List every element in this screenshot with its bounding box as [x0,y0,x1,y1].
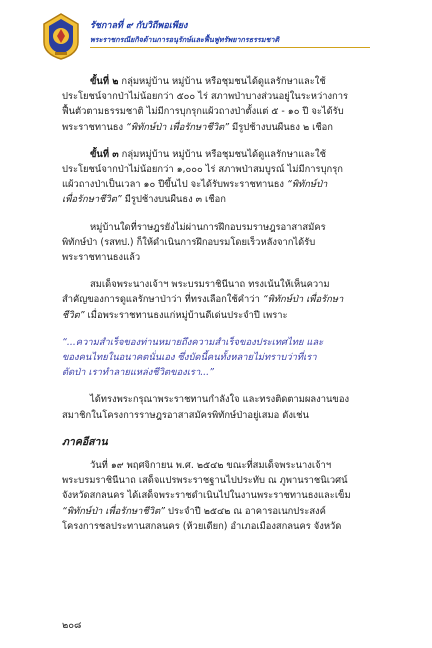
text-line: พระบรมราชินีนาถ เสด็จแปรพระราชฐานไปประทับ ณ ภูพานราชนิเวศน์ [62,475,348,487]
text-span: แผ้วถางป่าเป็นเวลา ๑๐ ปีขึ้นไป จะได้รับพระราชทานธง [62,179,287,191]
text-line [62,74,384,89]
step-label: ขั้นที่ ๓ [90,148,119,160]
step-label: ขั้นที่ ๒ [90,76,119,87]
text-line [62,147,384,162]
text-line [62,192,384,207]
header-text [90,20,370,48]
header-subtitle: พระราชกรณียกิจด้านการอนุรักษ์และฟื้นฟูทรัพยากรธรรมชาติ [90,34,370,48]
text-line: ประโยชน์จากป่าไม่น้อยกว่า ๑,๐๐๐ ไร่ สภาพป่าสมบูรณ์ ไม่มีการบุกรุก [62,164,343,176]
paragraph-step-3 [62,147,384,208]
text-line: พิทักษ์ป่า (รสทป.) ก็ให้ดำเนินการฝึกอบรมโดยเร็วหลังจากได้รับ [62,236,316,248]
flag-motto: “พิทักษ์ป่า [287,179,328,191]
quote-line: ของคนไทยในอนาคตนั่นเอง ซึ่งบัดนี้คนทั้งหลายไม่ทราบว่าที่เรา [62,352,317,364]
header-title: รัชกาลที่ ๙ กับวิถีพอเพียง [90,21,188,31]
text-line: ได้ทรงพระกรุณาพระราชทานกำลังใจ และทรงติดตามผลงานของ [90,394,350,406]
page-number: ๒๐๘ [62,620,82,631]
text-span: มีรูปช้างบนผืนธง ๒ เชือก [229,121,333,133]
text-line [62,177,384,192]
flag-motto: “พิทักษ์ป่า เพื่อรักษาชีวิต” [126,121,230,133]
page-header [0,0,432,74]
flag-motto: ชีวิต” [62,309,85,321]
royal-quote [62,335,384,381]
text-span: พระราชทานธง [62,121,127,133]
text-line [62,504,384,519]
section-heading: ภาคอีสาน [62,435,108,448]
quote-line: ตัดป่า เราทำลายแหล่งชีวิตของเรา...” [62,367,215,379]
royal-emblem-icon [40,12,82,60]
flag-motto: เพื่อรักษาชีวิต” [62,194,122,206]
paragraph-training [62,220,384,266]
text-line: วันที่ ๑๙ พฤศจิกายน พ.ศ. ๒๕๔๒ ขณะที่สมเด็จพระนางเจ้าฯ [90,460,332,472]
text-line: โครงการชลประทานสกลนคร (ห้วยเดียก) อำเภอเมืองสกลนคร จังหวัด [62,520,342,532]
text-line: สมเด็จพระนางเจ้าฯ พระบรมราชินีนาถ ทรงเน้นให้เห็นความ [90,279,330,291]
page-body [62,74,384,546]
paragraph-queen [62,277,384,323]
text-line: ฟื้นตัวตามธรรมชาติ ไม่มีการบุกรุกแผ้วถางป่าตั้งแต่ ๕ - ๑๐ ปี จะได้รับ [62,106,344,118]
text-line: พระราชทานธงแล้ว [62,252,141,264]
text-line: สมาชิกในโครงการราษฎรอาสาสมัครพิทักษ์ป่าอยู่เสมอ ดังเช่น [62,409,309,421]
text-line: จังหวัดสกลนคร ได้เสด็จพระราชดำเนินไปในงานพระราชทานธงและเข็ม [62,490,351,502]
paragraph-step-2 [62,74,384,135]
text-line: หมู่บ้านใดที่ราษฎรยังไม่ผ่านการฝึกอบรมราษฎรอาสาสมัคร [90,221,326,233]
quote-line: “...ความสำเร็จของท่านหมายถึงความสำเร็จของประเทศไทย และ [62,336,324,348]
text-line [62,120,384,135]
flag-motto: “พิทักษ์ป่า เพื่อรักษา [262,294,344,306]
text-span: สำคัญของการดูแลรักษาป่าว่า ที่ทรงเลือกใช้คำว่า [62,294,263,306]
text-span: มีรูปช้างบนผืนธง ๓ เชือก [121,194,226,206]
paragraph-encouragement [62,392,384,422]
text-span: กลุ่มหมู่บ้าน หมู่บ้าน หรือชุมชนได้ดูแลรักษาและใช้ [118,148,326,160]
flag-motto: “พิทักษ์ป่า เพื่อรักษาชีวิต” [62,505,166,517]
text-span: กลุ่มหมู่บ้าน หมู่บ้าน หรือชุมชนได้ดูแลรักษาและใช้ [118,76,326,87]
text-line [62,308,384,323]
paragraph-northeast [62,458,384,534]
text-span: เมื่อพระราชทานธงแก่หมู่บ้านดีเด่นประจำปี เพราะ [84,309,288,321]
text-span: ประจำปี ๒๕๔๒ ณ อาคารอเนกประสงค์ [165,505,326,517]
text-line [62,292,384,307]
text-line: ประโยชน์จากป่าไม่น้อยกว่า ๕๐๐ ไร่ สภาพป่าบางส่วนอยู่ในระหว่างการ [62,91,349,103]
